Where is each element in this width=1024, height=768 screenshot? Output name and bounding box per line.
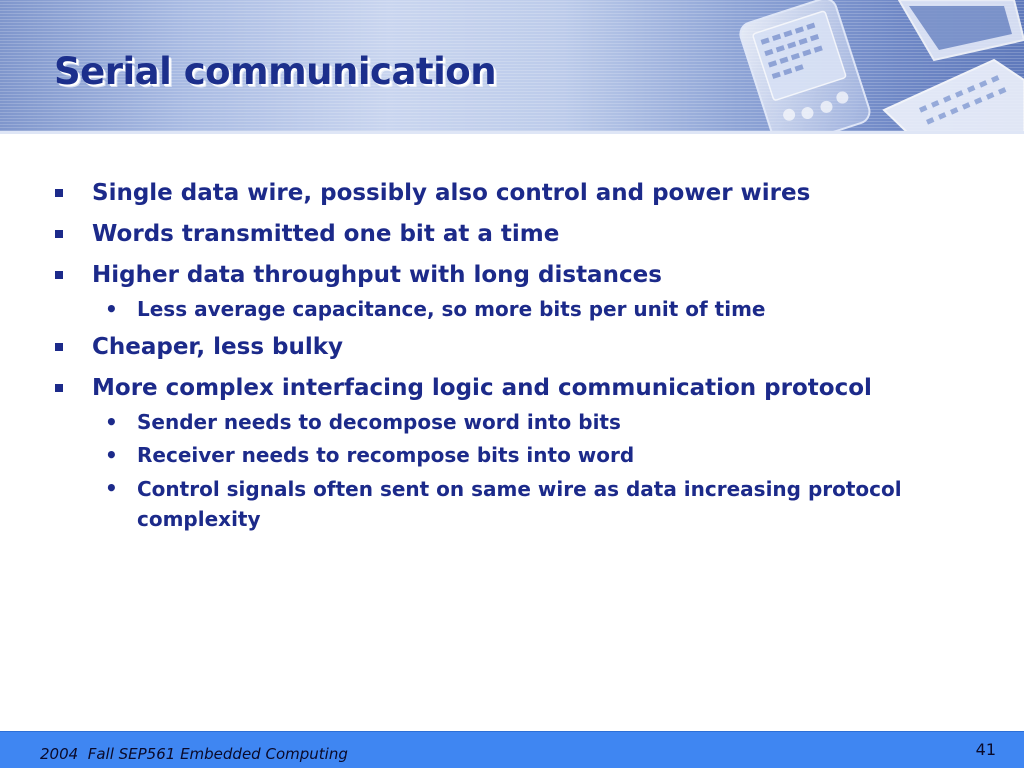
bullet-text: Single data wire, possibly also control and power wires (92, 180, 811, 206)
dot-bullet-icon: • (105, 410, 118, 434)
bullet-text: Words transmitted one bit at a time (92, 221, 560, 247)
square-bullet-icon (55, 343, 63, 351)
sub-bullet-item (0, 441, 1024, 469)
sub-bullet-item (0, 474, 917, 534)
bullet-text: More complex interfacing logic and communication protocol (92, 375, 872, 401)
square-bullet-icon (55, 384, 63, 392)
footer-course-label: 2004 Fall SEP561 Embedded Computing (40, 745, 348, 763)
square-bullet-icon (55, 189, 63, 197)
bullet-text: Sender needs to decompose word into bits (137, 410, 621, 434)
bullet-item (0, 332, 1024, 362)
footer-bar (0, 731, 1024, 768)
square-bullet-icon (55, 230, 63, 238)
square-bullet-icon (55, 271, 63, 279)
sub-bullet-item (0, 295, 1024, 323)
bullet-text: Less average capacitance, so more bits per unit of time (137, 297, 766, 321)
bullet-text: Cheaper, less bulky (92, 334, 344, 360)
bullet-item (0, 219, 1024, 249)
devices-illustration-icon (694, 0, 1024, 134)
header-banner (0, 0, 1024, 134)
slide-title: Serial communication (54, 50, 497, 93)
bullet-list (0, 170, 1024, 534)
dot-bullet-icon: • (105, 297, 118, 321)
bullet-text: Higher data throughput with long distances (92, 262, 662, 288)
page-number: 41 (975, 740, 996, 759)
dot-bullet-icon: • (105, 443, 118, 467)
bullet-text: Control signals often sent on same wire as data increasing protocol complexity (137, 477, 902, 531)
bullet-item (0, 178, 1024, 208)
bullet-item (0, 260, 1024, 290)
dot-bullet-icon: • (105, 476, 118, 500)
sub-bullet-item (0, 408, 1024, 436)
bullet-item (0, 373, 1024, 403)
bullet-text: Receiver needs to recompose bits into word (137, 443, 635, 467)
